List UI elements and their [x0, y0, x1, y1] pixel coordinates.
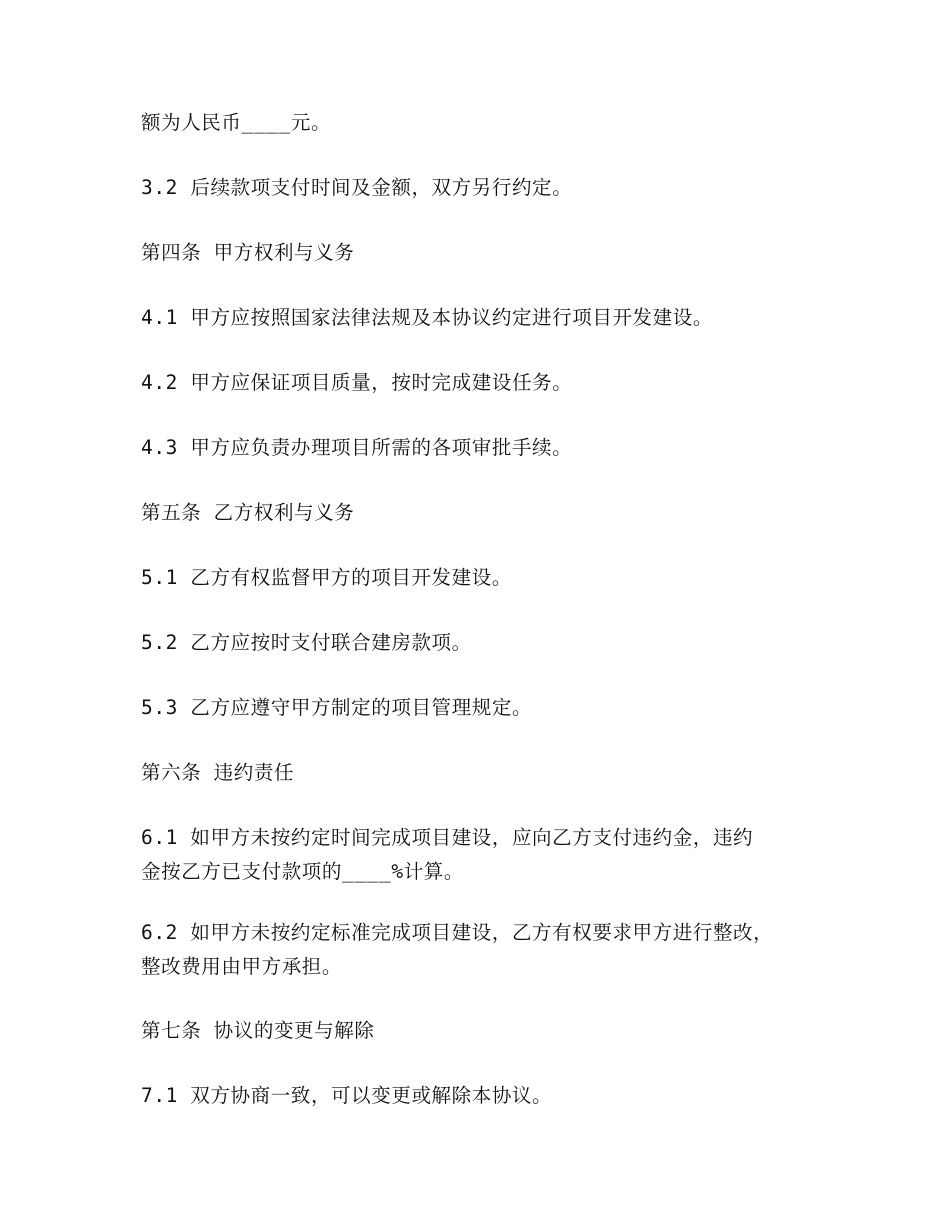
text-line: 第六条 违约责任: [141, 761, 295, 784]
article-4-heading: [141, 236, 841, 270]
text-line: 5.3 乙方应遵守甲方制定的项目管理规定。: [141, 696, 533, 719]
text-line: 第五条 乙方权利与义务: [141, 501, 355, 524]
clause-5-2: [141, 626, 841, 660]
clause-5-3: [141, 691, 841, 725]
text-line: 金按乙方已支付款项的____%计算。: [141, 860, 464, 883]
clause-4-1: [141, 301, 841, 335]
text-line: 额为人民币____元。: [141, 111, 332, 134]
article-6-heading: [141, 756, 841, 790]
clause-4-3: [141, 431, 841, 465]
clause-6-2: [141, 916, 841, 984]
article-7-heading: [141, 1014, 841, 1048]
text-line: 3.2 后续款项支付时间及金额，双方另行约定。: [141, 176, 573, 199]
text-line: 第七条 协议的变更与解除: [141, 1019, 375, 1042]
paragraph-3-1-continuation: [141, 106, 841, 140]
text-line: 4.3 甲方应负责办理项目所需的各项审批手续。: [141, 436, 573, 459]
clause-7-1: [141, 1079, 841, 1113]
text-line: 6.2 如甲方未按约定标准完成项目建设，乙方有权要求甲方进行整改，: [141, 921, 774, 944]
text-line: 4.2 甲方应保证项目质量，按时完成建设任务。: [141, 371, 573, 394]
clause-3-2: [141, 171, 841, 205]
text-line: 整改费用由甲方承担。: [141, 955, 343, 978]
text-line: 7.1 双方协商一致，可以变更或解除本协议。: [141, 1084, 553, 1107]
clause-6-1: [141, 821, 841, 889]
text-line: 4.1 甲方应按照国家法律法规及本协议约定进行项目开发建设。: [141, 306, 713, 329]
text-line: 5.1 乙方有权监督甲方的项目开发建设。: [141, 566, 512, 589]
clause-4-2: [141, 366, 841, 400]
text-line: 第四条 甲方权利与义务: [141, 241, 355, 264]
text-line: 5.2 乙方应按时支付联合建房款项。: [141, 631, 472, 654]
text-line: 6.1 如甲方未按约定时间完成项目建设，应向乙方支付违约金，违约: [141, 826, 754, 849]
clause-5-1: [141, 561, 841, 595]
article-5-heading: [141, 496, 841, 530]
